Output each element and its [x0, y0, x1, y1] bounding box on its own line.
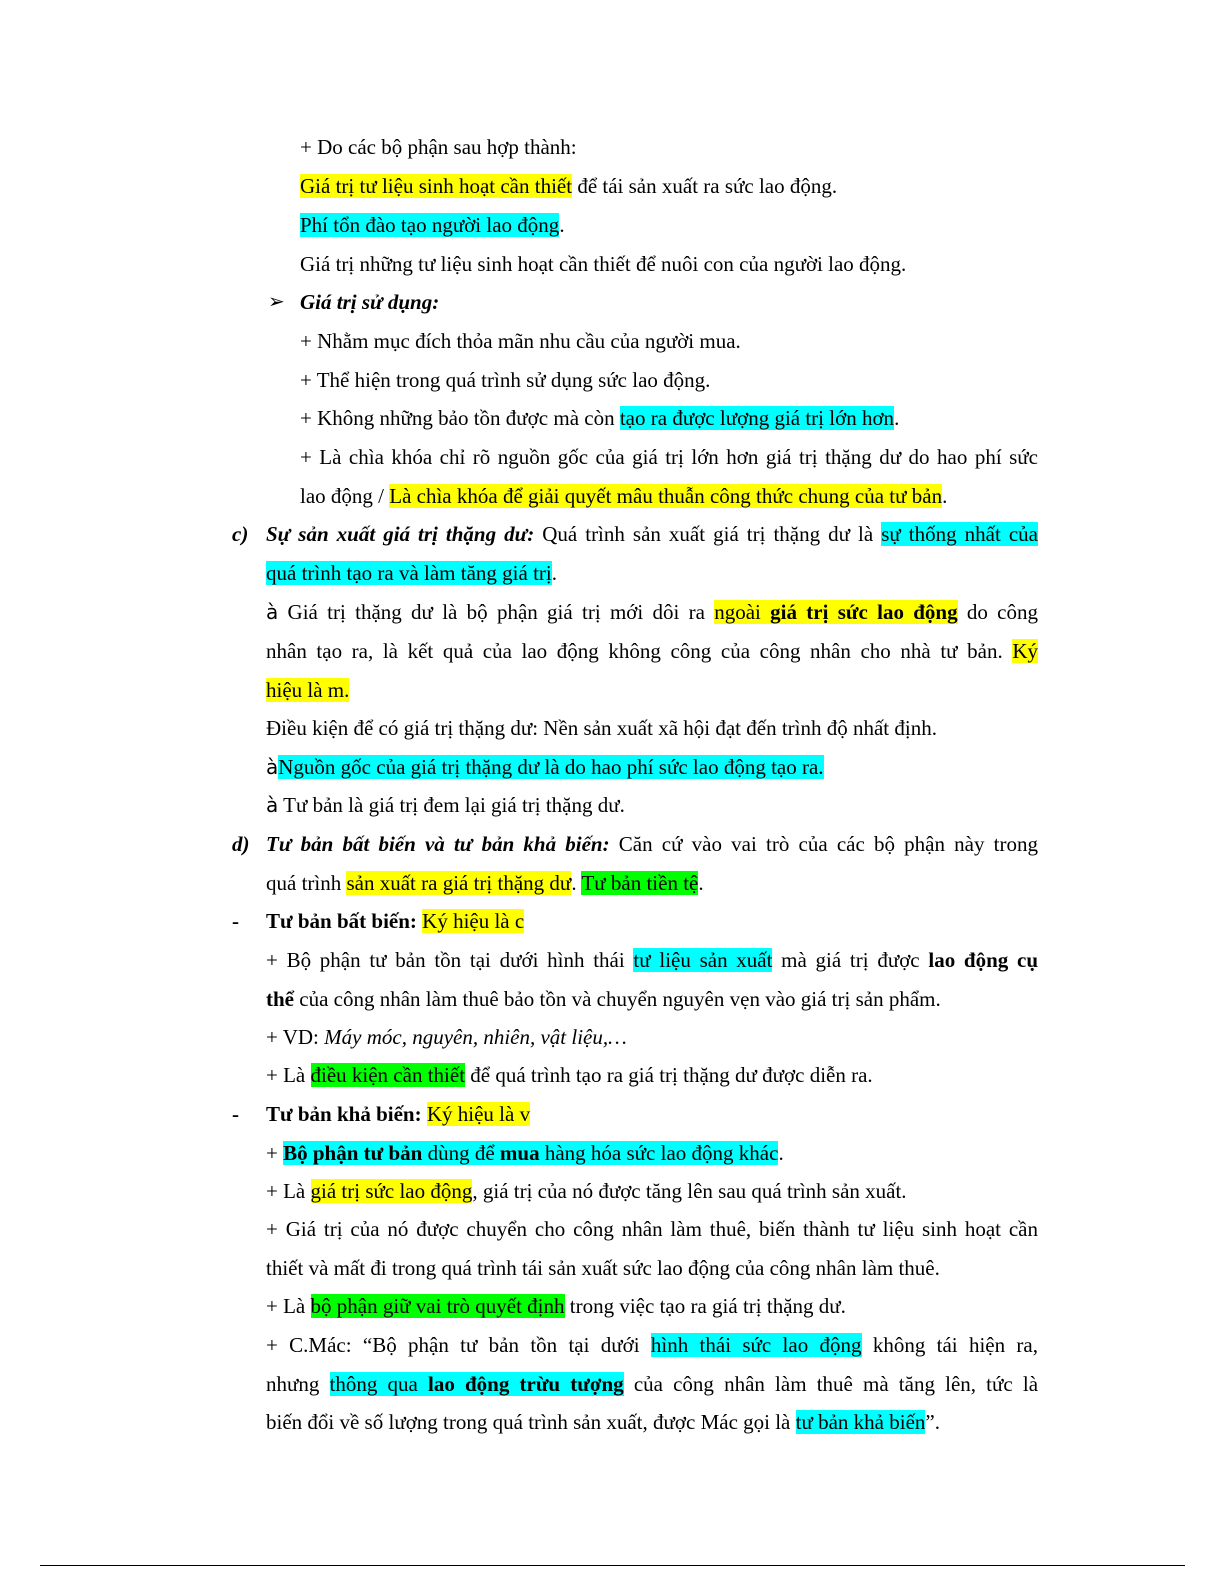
text-line	[266, 638, 1038, 664]
text-run: lao động /	[300, 484, 390, 508]
text-run: quá trình	[266, 871, 347, 895]
highlight-cyan: thông qua	[329, 1372, 429, 1396]
text-run: nhân tạo ra, là kết quả của lao động không công của công nhân cho nhà tư bản.	[266, 639, 1013, 663]
text-line	[266, 560, 557, 586]
text-line	[266, 1332, 1038, 1358]
text-run: + Là chìa khóa chỉ rõ nguồn gốc của giá trị lớn hơn giá trị thặng dư do hao phí sức	[300, 445, 1038, 469]
text-line	[266, 1255, 940, 1281]
text-run: + Nhằm mục đích thỏa mãn nhu cầu của người mua.	[300, 329, 741, 353]
highlight-yellow: Là chìa khóa để giải quyết mâu thuẫn công thức chung của tư bản	[389, 484, 943, 508]
highlight-yellow: ngoài	[714, 600, 771, 624]
text-run: ”.	[925, 1410, 940, 1434]
arrow-bullet-icon: ➢	[268, 289, 285, 313]
text-run: trong việc tạo ra giá trị thặng dư.	[564, 1294, 846, 1318]
highlight-cyan: tư bản khả biến	[795, 1410, 926, 1434]
text-line	[300, 251, 906, 277]
text-run: , giá trị của nó được tăng lên sau quá trình sản xuất.	[472, 1179, 907, 1203]
list-heading-text: Tư bản khả biến:	[266, 1102, 422, 1126]
text-line	[266, 1140, 784, 1166]
text-run: Điều kiện để có giá trị thặng dư: Nền sản xuất xã hội đạt đến trình độ nhất định.	[266, 716, 937, 740]
text-run: Căn cứ vào vai trò của các bộ phận này trong	[609, 832, 1038, 856]
list-heading-text: Tư bản bất biến:	[266, 909, 417, 933]
dash-bullet: -	[232, 1102, 239, 1126]
text-line	[300, 405, 899, 431]
highlight-yellow: Giá trị tư liệu sinh hoạt cần thiết	[300, 174, 573, 198]
arrow-icon: à	[266, 600, 279, 624]
highlight-cyan-bold: Bộ phận tư bản	[283, 1141, 423, 1165]
highlight-cyan: Nguồn gốc của giá trị thặng dư là do hao phí sức lao động tạo ra.	[278, 755, 824, 779]
text-run: +	[266, 1141, 284, 1165]
text-run: do công	[957, 600, 1038, 624]
text-run: + Thể hiện trong quá trình sử dụng sức lao động.	[300, 368, 711, 392]
subheading-text: Giá trị sử dụng:	[300, 290, 440, 314]
text-line	[266, 1024, 627, 1050]
text-run: + C.Mác: “Bộ phận tư bản tồn tại dưới	[266, 1333, 651, 1357]
highlight-yellow: Ký	[1012, 639, 1038, 663]
text-run: Giá trị thặng dư là bộ phận giá trị mới dôi ra	[278, 600, 715, 624]
highlight-green: điều kiện cần thiết	[310, 1063, 466, 1087]
text-run: thiết và mất đi trong quá trình tái sản xuất sức lao động của công nhân làm thuê.	[266, 1256, 940, 1280]
text-line	[266, 677, 349, 703]
highlight-cyan: hình thái sức lao động	[650, 1333, 862, 1357]
text-run: + Giá trị của nó được chuyển cho công nhân làm thuê, biến thành tư liệu sinh hoạt cần	[266, 1217, 1038, 1241]
text-line	[300, 367, 710, 393]
bold-run: thể	[266, 987, 294, 1011]
text-run: + Bộ phận tư bản tồn tại dưới hình thái	[266, 948, 634, 972]
section-title: Tư bản bất biến và tư bản khả biến:	[266, 832, 610, 856]
text-line	[300, 483, 947, 509]
text-line	[266, 1371, 1038, 1397]
text-run: + Là	[266, 1179, 311, 1203]
text-line	[266, 1178, 907, 1204]
text-line	[266, 599, 1038, 625]
text-line	[266, 870, 704, 896]
highlight-yellow: Ký hiệu là v	[426, 1102, 531, 1126]
highlight-cyan: quá trình tạo ra và làm tăng giá trị	[266, 561, 552, 585]
text-run: + Là	[266, 1063, 311, 1087]
text-line	[266, 1062, 873, 1088]
highlight-yellow: sản xuất ra giá trị thặng dư	[346, 871, 572, 895]
highlight-yellow-bold: giá trị sức lao động	[770, 600, 958, 624]
highlight-cyan: tạo ra được lượng giá trị lớn hơn	[619, 406, 895, 430]
text-line	[266, 1293, 846, 1319]
text-run: + Không những bảo tồn được mà còn	[300, 406, 620, 430]
text-run: + Do các bộ phận sau hợp thành:	[300, 135, 577, 159]
italic-run: Máy móc, nguyên, nhiên, vật liệu,…	[324, 1025, 627, 1049]
highlight-yellow: Ký hiệu là c	[422, 909, 525, 933]
text-run: .	[559, 213, 565, 237]
text-run: của công nhân làm thuê bảo tồn và chuyển nguyên vẹn vào giá trị sản phẩm.	[294, 987, 941, 1011]
text-run: không tái hiện ra,	[861, 1333, 1038, 1357]
text-run: .	[942, 484, 948, 508]
list-heading	[266, 1101, 530, 1127]
highlight-cyan: sự thống nhất của	[881, 522, 1038, 546]
text-line	[266, 1216, 1038, 1242]
text-run: Tư bản là giá trị đem lại giá trị thặng dư.	[278, 793, 625, 817]
text-line	[300, 134, 577, 160]
highlight-yellow: hiệu là m.	[266, 678, 350, 702]
text-line	[266, 947, 1038, 973]
text-run: của công nhân làm thuê mà tăng lên, tức là	[623, 1372, 1039, 1396]
subheading	[300, 289, 439, 315]
highlight-cyan: dùng để	[422, 1141, 500, 1165]
text-line	[266, 1409, 940, 1435]
text-run: .	[698, 871, 704, 895]
dash-bullet: -	[232, 909, 239, 933]
text-line	[300, 444, 1038, 470]
arrow-icon: à	[266, 755, 279, 779]
text-run: mà giá trị được	[772, 948, 929, 972]
text-line	[266, 792, 625, 818]
text-run: biến đổi về số lượng trong quá trình sản xuất, được Mác gọi là	[266, 1410, 796, 1434]
highlight-green: Tư bản tiền tệ	[581, 871, 699, 895]
highlight-cyan: Phí tổn đào tạo người lao động	[300, 213, 560, 237]
text-run: Giá trị những tư liệu sinh hoạt cần thiết để nuôi con của người lao động.	[300, 252, 907, 276]
arrow-icon: à	[266, 793, 279, 817]
section-label: c)	[232, 522, 249, 546]
highlight-green: bộ phận giữ vai trò quyết định	[310, 1294, 565, 1318]
page-bottom-rule	[40, 1565, 1185, 1566]
text-line	[300, 173, 837, 199]
highlight-cyan: hàng hóa sức lao động khác	[539, 1141, 779, 1165]
text-run: Quá trình sản xuất giá trị thặng dư là	[534, 522, 882, 546]
text-line	[300, 212, 565, 238]
text-run: .	[778, 1141, 784, 1165]
text-run: .	[551, 561, 557, 585]
text-run: .	[571, 871, 582, 895]
highlight-cyan: tư liệu sản xuất	[633, 948, 773, 972]
section-title: Sự sản xuất giá trị thặng dư:	[266, 522, 535, 546]
text-run: để tái sản xuất ra sức lao động.	[572, 174, 838, 198]
text-line	[266, 754, 824, 780]
list-heading	[266, 908, 524, 934]
text-run: + VD:	[266, 1025, 325, 1049]
section-label: d)	[232, 832, 250, 856]
section-heading-line	[266, 831, 1038, 857]
highlight-cyan-bold: lao động trừu tượng	[428, 1372, 624, 1396]
highlight-yellow: giá trị sức lao động	[310, 1179, 473, 1203]
text-line	[266, 986, 941, 1012]
bold-run: lao động cụ	[928, 948, 1038, 972]
text-line	[300, 328, 741, 354]
section-heading-line	[266, 521, 1038, 547]
text-run: để quá trình tạo ra giá trị thặng dư được diễn ra.	[465, 1063, 873, 1087]
text-line	[266, 715, 937, 741]
text-run: + Là	[266, 1294, 311, 1318]
text-run: nhưng	[266, 1372, 330, 1396]
text-run: .	[894, 406, 900, 430]
highlight-cyan-bold: mua	[499, 1141, 540, 1165]
